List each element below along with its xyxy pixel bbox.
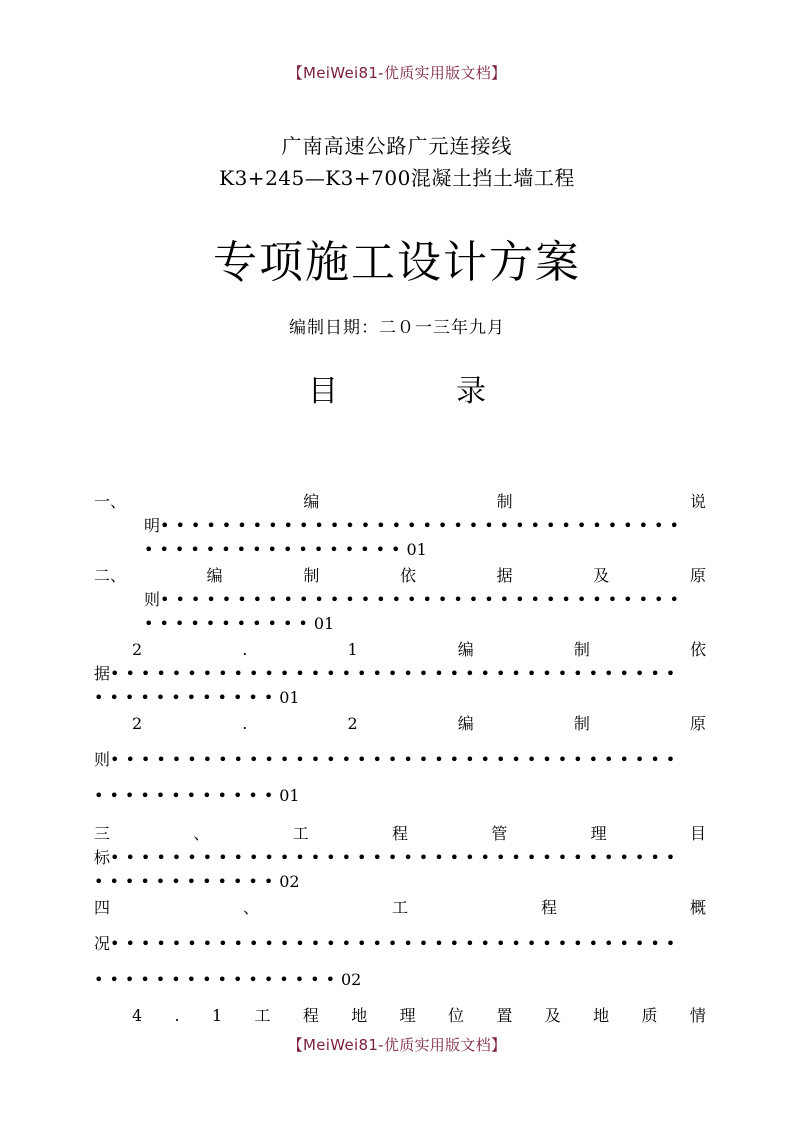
toc-text: 2 xyxy=(132,714,143,733)
dot-leader: ••••••••••••••••• xyxy=(144,540,407,559)
toc-text: 理 xyxy=(590,824,607,843)
toc-text: 、 xyxy=(193,824,210,843)
toc-text: 据 xyxy=(496,566,513,585)
toc-text: 工 xyxy=(254,1006,271,1025)
toc-entry-2[interactable] xyxy=(94,564,706,636)
dot-leader: •••••••••••• xyxy=(94,786,280,805)
toc-text: 目 xyxy=(689,824,706,843)
toc-entry-4-1[interactable] xyxy=(94,1004,706,1028)
toc-text: 标 xyxy=(94,848,111,867)
toc-text: 概 xyxy=(689,898,706,917)
toc-leader xyxy=(94,870,706,894)
project-subtitle: K3+245—K3+700混凝土挡土墙工程 xyxy=(219,166,575,190)
toc-text: . xyxy=(242,640,248,659)
toc-heading-char-2: 录 xyxy=(456,374,486,409)
toc-leader xyxy=(94,968,706,992)
toc-leader xyxy=(94,932,706,956)
toc-text: . xyxy=(242,714,248,733)
toc-text: 依 xyxy=(399,566,416,585)
dot-leader: ••••••••••••••••••••••••••••••••••••• xyxy=(110,934,682,953)
watermark-top: 【MeiWei81-优质实用版文档】 xyxy=(287,64,507,82)
table-of-contents xyxy=(94,490,706,1028)
toc-text: 原 xyxy=(689,566,706,585)
toc-text: 位 xyxy=(448,1006,465,1025)
dot-leader: ••••••••••••••••••••••••••••••••••••• xyxy=(110,750,682,769)
toc-text: 及 xyxy=(593,566,610,585)
toc-page-number: 01 xyxy=(313,614,335,633)
toc-text: 情 xyxy=(689,1006,706,1025)
toc-text: 理 xyxy=(399,1006,416,1025)
toc-entry-3[interactable] xyxy=(94,822,706,894)
watermark-bottom: 【MeiWei81-优质实用版文档】 xyxy=(287,1036,507,1054)
toc-text: 编 xyxy=(206,566,223,585)
toc-text: 则 xyxy=(144,590,161,609)
compile-date: 编制日期：二０一三年九月 xyxy=(289,318,505,338)
toc-leader xyxy=(94,784,706,808)
toc-page-number: 01 xyxy=(279,786,300,805)
toc-leader xyxy=(94,514,706,538)
toc-heading xyxy=(0,366,794,410)
toc-text: 三 xyxy=(94,824,111,843)
toc-text: 质 xyxy=(641,1006,658,1025)
toc-leader xyxy=(94,686,706,710)
toc-text: 工 xyxy=(391,898,408,917)
toc-text: 工 xyxy=(292,824,309,843)
toc-text: 编 xyxy=(457,714,474,733)
toc-text: 地 xyxy=(351,1006,368,1025)
toc-entry-2-1[interactable] xyxy=(94,638,706,710)
dot-leader: •••••••••••• xyxy=(94,688,280,707)
toc-text: 置 xyxy=(496,1006,513,1025)
dot-leader: •••••••••••••••••••••••••••••••••• xyxy=(160,590,685,609)
document-title: 专项施工设计方案 xyxy=(213,237,581,288)
toc-text: 说 xyxy=(689,492,706,511)
toc-text: 1 xyxy=(347,640,358,659)
toc-text: 地 xyxy=(593,1006,610,1025)
toc-text: 2 xyxy=(132,640,143,659)
toc-text: 编 xyxy=(457,640,474,659)
toc-text: 依 xyxy=(689,640,706,659)
toc-text: 1 xyxy=(212,1006,223,1025)
toc-text: 2 xyxy=(347,714,358,733)
toc-text: 四 xyxy=(94,898,111,917)
toc-entry-title xyxy=(94,896,706,920)
dot-leader: •••••••••••• xyxy=(94,872,280,891)
dot-leader: •••••••••••••••••••••••••••••••••• xyxy=(160,516,685,535)
toc-leader xyxy=(94,588,706,612)
toc-text: 原 xyxy=(689,714,706,733)
dot-leader: ••••••••••••••••••••••••••••••••••••• xyxy=(110,664,682,683)
dot-leader: •••••••••••••••• xyxy=(94,970,341,989)
toc-page-number: 01 xyxy=(279,688,300,707)
toc-heading-char-1: 目 xyxy=(308,374,338,409)
toc-leader xyxy=(94,846,706,870)
toc-entry-2-2[interactable] xyxy=(94,712,706,808)
toc-text: 制 xyxy=(496,492,513,511)
toc-text: 4 xyxy=(132,1006,143,1025)
toc-text: 程 xyxy=(391,824,408,843)
toc-text: 况 xyxy=(94,934,111,953)
dot-leader: ••••••••••••••••••••••••••••••••••••• xyxy=(110,848,682,867)
toc-entry-title xyxy=(94,822,706,846)
toc-text: 则 xyxy=(94,750,111,769)
toc-entry-1[interactable] xyxy=(94,490,706,562)
toc-entry-title xyxy=(94,490,706,514)
toc-leader xyxy=(94,538,706,562)
toc-page-number: 01 xyxy=(406,540,427,559)
toc-text: 明 xyxy=(144,516,161,535)
toc-text: 一、 xyxy=(94,492,127,511)
toc-text: 程 xyxy=(540,898,557,917)
toc-page-number: 02 xyxy=(341,970,362,989)
toc-text: 二、 xyxy=(94,566,127,585)
toc-text: 据 xyxy=(94,664,111,683)
toc-entry-4[interactable] xyxy=(94,896,706,992)
toc-text: 编 xyxy=(303,492,320,511)
dot-leader: ••••••••••• xyxy=(144,614,314,633)
toc-entry-title xyxy=(94,712,706,736)
toc-entry-title xyxy=(94,638,706,662)
toc-text: 制 xyxy=(573,640,590,659)
toc-text: 、 xyxy=(242,898,259,917)
toc-text: 及 xyxy=(544,1006,561,1025)
toc-entry-title xyxy=(94,564,706,588)
toc-text: 程 xyxy=(302,1006,319,1025)
toc-leader xyxy=(94,612,706,636)
toc-page-number: 02 xyxy=(279,872,300,891)
toc-leader xyxy=(94,662,706,686)
toc-text: 管 xyxy=(491,824,508,843)
toc-text: 制 xyxy=(573,714,590,733)
project-name: 广南高速公路广元连接线 xyxy=(281,134,513,158)
toc-text: 制 xyxy=(303,566,320,585)
toc-text: . xyxy=(174,1006,180,1025)
toc-leader xyxy=(94,748,706,772)
toc-entry-title xyxy=(94,1004,706,1028)
